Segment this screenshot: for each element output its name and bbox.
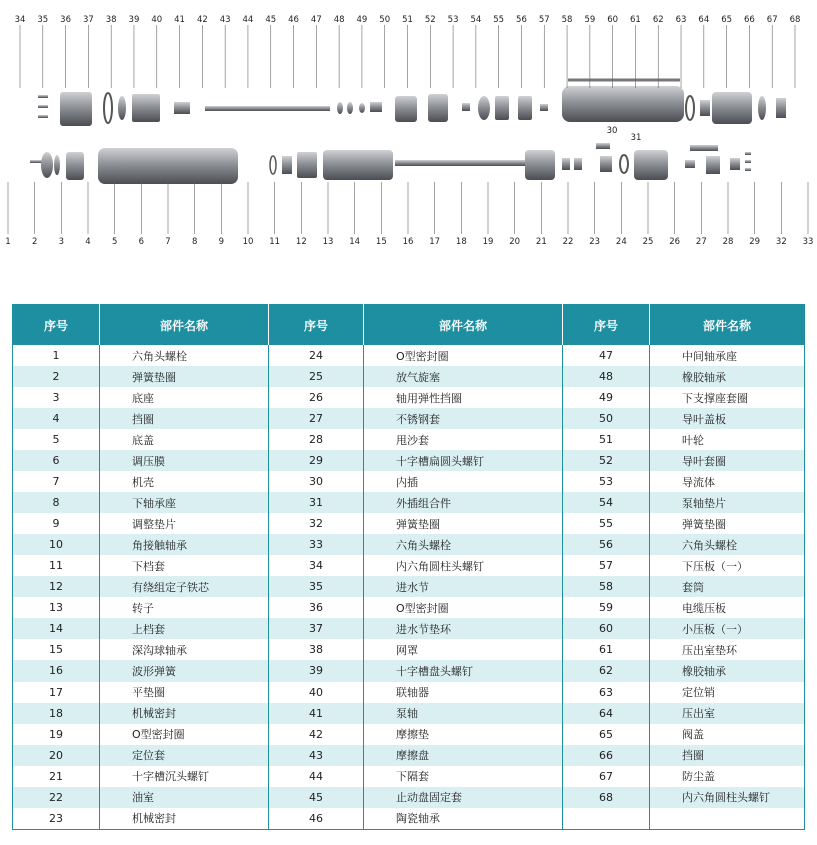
part-name-cell: 深沟球轴承 (100, 639, 269, 660)
part-name-cell: 挡圈 (100, 408, 269, 429)
table-row (13, 639, 805, 660)
part-name-cell: 橡胶轴承 (650, 660, 805, 681)
column-header: 部件名称 (364, 305, 563, 346)
part-name-cell: 防尘盖 (650, 766, 805, 787)
part-name-cell: O型密封圈 (364, 345, 563, 366)
callout-label: 30 (606, 126, 618, 136)
table-row (13, 724, 805, 745)
part-name-cell: 有绕组定子铁芯 (100, 576, 269, 597)
part-name-cell: 止动盘固定套 (364, 787, 563, 808)
callout-label: 45 (265, 15, 277, 25)
part-number-cell: 2 (13, 366, 100, 387)
part-name-cell: 机械密封 (100, 703, 269, 724)
part-name-cell: 摩擦盘 (364, 745, 563, 766)
part-name-cell: 叶轮 (650, 429, 805, 450)
part-number-cell: 54 (563, 492, 650, 513)
part-name-cell: 不锈钢套 (364, 408, 563, 429)
part-number-cell: 45 (269, 787, 364, 808)
part-number-cell: 34 (269, 555, 364, 576)
callout-label: 36 (60, 15, 72, 25)
column-header: 序号 (13, 305, 100, 346)
callout-label: 34 (14, 15, 26, 25)
part-number-cell: 49 (563, 387, 650, 408)
callout-label: 66 (743, 15, 755, 25)
callout-label: 27 (695, 237, 707, 247)
table-row (13, 408, 805, 429)
part-name-cell: 导叶套圈 (650, 450, 805, 471)
part-number-cell: 36 (269, 597, 364, 618)
callout-label: 16 (402, 237, 414, 247)
callout-label: 40 (151, 15, 163, 25)
part-number-cell: 63 (563, 682, 650, 703)
callout-label: 8 (191, 237, 198, 247)
part-name-cell: 网罩 (364, 639, 563, 660)
part-number-cell: 51 (563, 429, 650, 450)
part-number-cell: 8 (13, 492, 100, 513)
part-number-cell: 14 (13, 618, 100, 639)
callout-label: 65 (721, 15, 733, 25)
part-number-cell: 28 (269, 429, 364, 450)
callout-label: 23 (589, 237, 601, 247)
part-number-cell: 29 (269, 450, 364, 471)
callout-label: 53 (447, 15, 459, 25)
part-number-cell: 37 (269, 618, 364, 639)
exploded-view-diagram (0, 0, 817, 270)
connector-parts (596, 143, 718, 151)
part-number-cell: 24 (269, 345, 364, 366)
part-number-cell (563, 808, 650, 830)
part-number-cell: 52 (563, 450, 650, 471)
table-row (13, 682, 805, 703)
part-number-cell: 17 (13, 682, 100, 703)
part-number-cell: 1 (13, 345, 100, 366)
callout-labels-mid (607, 126, 642, 143)
callout-label: 22 (562, 237, 574, 247)
part-name-cell: 下档套 (100, 555, 269, 576)
callout-label: 10 (242, 237, 254, 247)
part-number-cell: 46 (269, 808, 364, 830)
callout-label: 28 (722, 237, 734, 247)
part-number-cell: 56 (563, 534, 650, 555)
part-name-cell: 内插 (364, 471, 563, 492)
part-number-cell: 15 (13, 639, 100, 660)
part-name-cell: 十字槽沉头螺钉 (100, 766, 269, 787)
table-row (13, 808, 805, 830)
part-name-cell: 橡胶轴承 (650, 366, 805, 387)
table-row (13, 555, 805, 576)
part-name-cell: 油室 (100, 787, 269, 808)
callout-label: 24 (615, 237, 627, 247)
table-row (13, 576, 805, 597)
part-number-cell: 47 (563, 345, 650, 366)
callout-label: 31 (630, 133, 642, 143)
callout-labels-top (15, 15, 801, 88)
callout-label: 50 (379, 15, 391, 25)
table-row (13, 534, 805, 555)
table-row (13, 471, 805, 492)
callout-label: 6 (138, 237, 145, 247)
callout-label: 33 (802, 237, 814, 247)
part-number-cell: 48 (563, 366, 650, 387)
part-name-cell: 底座 (100, 387, 269, 408)
part-name-cell: 阀盖 (650, 724, 805, 745)
part-number-cell: 13 (13, 597, 100, 618)
table-row (13, 766, 805, 787)
part-name-cell: 弹簧垫圈 (100, 366, 269, 387)
part-name-cell: 转子 (100, 597, 269, 618)
callout-label: 60 (607, 15, 619, 25)
callout-label: 7 (165, 237, 171, 247)
table-row (13, 366, 805, 387)
callout-label: 35 (37, 15, 49, 25)
part-name-cell: 平垫圈 (100, 682, 269, 703)
table-row (13, 513, 805, 534)
callout-label: 55 (493, 15, 505, 25)
callout-label: 25 (642, 237, 654, 247)
column-header: 部件名称 (650, 305, 805, 346)
callout-label: 48 (333, 15, 345, 25)
part-number-cell: 31 (269, 492, 364, 513)
callout-label: 58 (561, 15, 573, 25)
callout-label: 12 (295, 237, 307, 247)
part-name-cell: 导流体 (650, 471, 805, 492)
part-name-cell: 进水节垫环 (364, 618, 563, 639)
part-number-cell: 55 (563, 513, 650, 534)
part-number-cell: 43 (269, 745, 364, 766)
callout-label: 37 (82, 15, 94, 25)
callout-label: 5 (111, 237, 118, 247)
part-number-cell: 25 (269, 366, 364, 387)
part-name-cell: 下支撑座套圈 (650, 387, 805, 408)
parts-list-table (12, 304, 805, 830)
part-name-cell: 波形弹簧 (100, 660, 269, 681)
table-row (13, 745, 805, 766)
part-number-cell: 21 (13, 766, 100, 787)
callout-label: 9 (218, 237, 225, 247)
part-number-cell: 42 (269, 724, 364, 745)
table-row (13, 429, 805, 450)
part-name-cell: O型密封圈 (100, 724, 269, 745)
callout-label: 15 (375, 237, 387, 247)
callout-label: 13 (322, 237, 334, 247)
callout-label: 18 (455, 237, 467, 247)
callout-label: 29 (749, 237, 761, 247)
part-number-cell: 5 (13, 429, 100, 450)
part-name-cell: 下压板（一） (650, 555, 805, 576)
part-number-cell: 7 (13, 471, 100, 492)
part-name-cell: 十字槽扁圆头螺钉 (364, 450, 563, 471)
part-number-cell: 11 (13, 555, 100, 576)
part-name-cell: 导叶盖板 (650, 408, 805, 429)
part-name-cell: 泵轴 (364, 703, 563, 724)
part-number-cell: 61 (563, 639, 650, 660)
part-number-cell: 19 (13, 724, 100, 745)
part-name-cell: 定位套 (100, 745, 269, 766)
callout-label: 46 (288, 15, 299, 25)
part-number-cell: 18 (13, 703, 100, 724)
part-name-cell: 小压板（一） (650, 618, 805, 639)
part-name-cell: 陶瓷轴承 (364, 808, 563, 830)
part-name-cell: 进水节 (364, 576, 563, 597)
part-number-cell: 39 (269, 660, 364, 681)
part-number-cell: 35 (269, 576, 364, 597)
table-row (13, 618, 805, 639)
part-name-cell: 调整垫片 (100, 513, 269, 534)
callout-label: 49 (356, 15, 368, 25)
callout-label: 62 (652, 15, 664, 25)
part-number-cell: 62 (563, 660, 650, 681)
part-number-cell: 10 (13, 534, 100, 555)
part-number-cell: 3 (13, 387, 100, 408)
part-name-cell: 六角头螺栓 (100, 345, 269, 366)
part-number-cell: 16 (13, 660, 100, 681)
callout-label: 39 (128, 15, 140, 25)
part-name-cell: 压出室垫环 (650, 639, 805, 660)
part-name-cell: 外插组合件 (364, 492, 563, 513)
part-name-cell: 压出室 (650, 703, 805, 724)
part-name-cell: O型密封圈 (364, 597, 563, 618)
part-name-cell: 六角头螺栓 (650, 534, 805, 555)
callout-label: 64 (698, 15, 710, 25)
callout-label: 19 (482, 237, 494, 247)
part-number-cell: 44 (269, 766, 364, 787)
part-number-cell: 65 (563, 724, 650, 745)
part-name-cell: 角接触轴承 (100, 534, 269, 555)
part-number-cell: 57 (563, 555, 650, 576)
part-number-cell: 22 (13, 787, 100, 808)
part-name-cell: 泵轴垫片 (650, 492, 805, 513)
exploded-view-drawing (0, 0, 817, 270)
part-number-cell: 50 (563, 408, 650, 429)
part-name-cell: 十字槽盘头螺钉 (364, 660, 563, 681)
part-name-cell: 套筒 (650, 576, 805, 597)
part-name-cell: 联轴器 (364, 682, 563, 703)
part-name-cell: 弹簧垫圈 (650, 513, 805, 534)
part-number-cell: 33 (269, 534, 364, 555)
callout-label: 41 (174, 15, 185, 25)
part-name-cell: 中间轴承座 (650, 345, 805, 366)
callout-label: 54 (470, 15, 482, 25)
table-header-row (13, 305, 805, 346)
callout-label: 52 (424, 15, 436, 25)
part-name-cell: 甩沙套 (364, 429, 563, 450)
callout-label: 67 (766, 15, 778, 25)
part-number-cell: 27 (269, 408, 364, 429)
callout-label: 43 (219, 15, 231, 25)
callout-label: 17 (429, 237, 441, 247)
table-row (13, 387, 805, 408)
part-name-cell: 定位销 (650, 682, 805, 703)
column-header: 部件名称 (100, 305, 269, 346)
part-number-cell: 68 (563, 787, 650, 808)
bottom-row-parts (30, 148, 751, 184)
part-number-cell: 23 (13, 808, 100, 830)
callout-label: 44 (242, 15, 254, 25)
part-number-cell: 66 (563, 745, 650, 766)
part-number-cell: 6 (13, 450, 100, 471)
callout-label: 32 (775, 237, 787, 247)
callout-labels-bottom (5, 182, 813, 247)
part-name-cell: 轴用弹性挡圈 (364, 387, 563, 408)
part-name-cell: 放气旋塞 (364, 366, 563, 387)
part-number-cell: 9 (13, 513, 100, 534)
callout-label: 21 (535, 237, 547, 247)
table-row (13, 660, 805, 681)
table-row (13, 345, 805, 366)
column-header: 序号 (269, 305, 364, 346)
callout-label: 47 (310, 15, 322, 25)
callout-label: 61 (630, 15, 641, 25)
callout-label: 2 (31, 237, 38, 247)
callout-label: 56 (516, 15, 527, 25)
part-number-cell: 53 (563, 471, 650, 492)
part-number-cell: 59 (563, 597, 650, 618)
part-name-cell (650, 808, 805, 830)
table-body (13, 345, 805, 830)
part-number-cell: 41 (269, 703, 364, 724)
part-number-cell: 26 (269, 387, 364, 408)
table-row (13, 450, 805, 471)
part-name-cell: 调压膜 (100, 450, 269, 471)
column-header: 序号 (563, 305, 650, 346)
top-row-parts (38, 80, 786, 126)
callout-label: 57 (538, 15, 550, 25)
part-name-cell: 机械密封 (100, 808, 269, 830)
part-name-cell: 挡圈 (650, 745, 805, 766)
part-name-cell: 内六角圆柱头螺钉 (650, 787, 805, 808)
part-number-cell: 32 (269, 513, 364, 534)
part-number-cell: 40 (269, 682, 364, 703)
part-name-cell: 电缆压板 (650, 597, 805, 618)
part-number-cell: 67 (563, 766, 650, 787)
callout-label: 3 (58, 237, 65, 247)
callout-label: 4 (85, 237, 91, 247)
part-name-cell: 六角头螺栓 (364, 534, 563, 555)
part-name-cell: 底盖 (100, 429, 269, 450)
part-name-cell: 下轴承座 (100, 492, 269, 513)
part-name-cell: 弹簧垫圈 (364, 513, 563, 534)
part-number-cell: 64 (563, 703, 650, 724)
part-number-cell: 38 (269, 639, 364, 660)
callout-label: 1 (5, 237, 11, 247)
callout-label: 11 (269, 237, 281, 247)
part-name-cell: 下隔套 (364, 766, 563, 787)
table-row (13, 597, 805, 618)
part-number-cell: 58 (563, 576, 650, 597)
table-row (13, 787, 805, 808)
callout-label: 42 (196, 15, 208, 25)
callout-label: 51 (402, 15, 413, 25)
callout-label: 68 (789, 15, 801, 25)
part-number-cell: 12 (13, 576, 100, 597)
table-row (13, 492, 805, 513)
part-name-cell: 上档套 (100, 618, 269, 639)
callout-label: 38 (105, 15, 117, 25)
part-number-cell: 4 (13, 408, 100, 429)
part-number-cell: 30 (269, 471, 364, 492)
callout-label: 63 (675, 15, 687, 25)
table-row (13, 703, 805, 724)
part-number-cell: 20 (13, 745, 100, 766)
callout-label: 59 (584, 15, 596, 25)
part-name-cell: 机壳 (100, 471, 269, 492)
callout-label: 20 (509, 237, 521, 247)
callout-label: 26 (669, 237, 681, 247)
callout-label: 14 (349, 237, 361, 247)
part-number-cell: 60 (563, 618, 650, 639)
part-name-cell: 摩擦垫 (364, 724, 563, 745)
part-name-cell: 内六角圆柱头螺钉 (364, 555, 563, 576)
